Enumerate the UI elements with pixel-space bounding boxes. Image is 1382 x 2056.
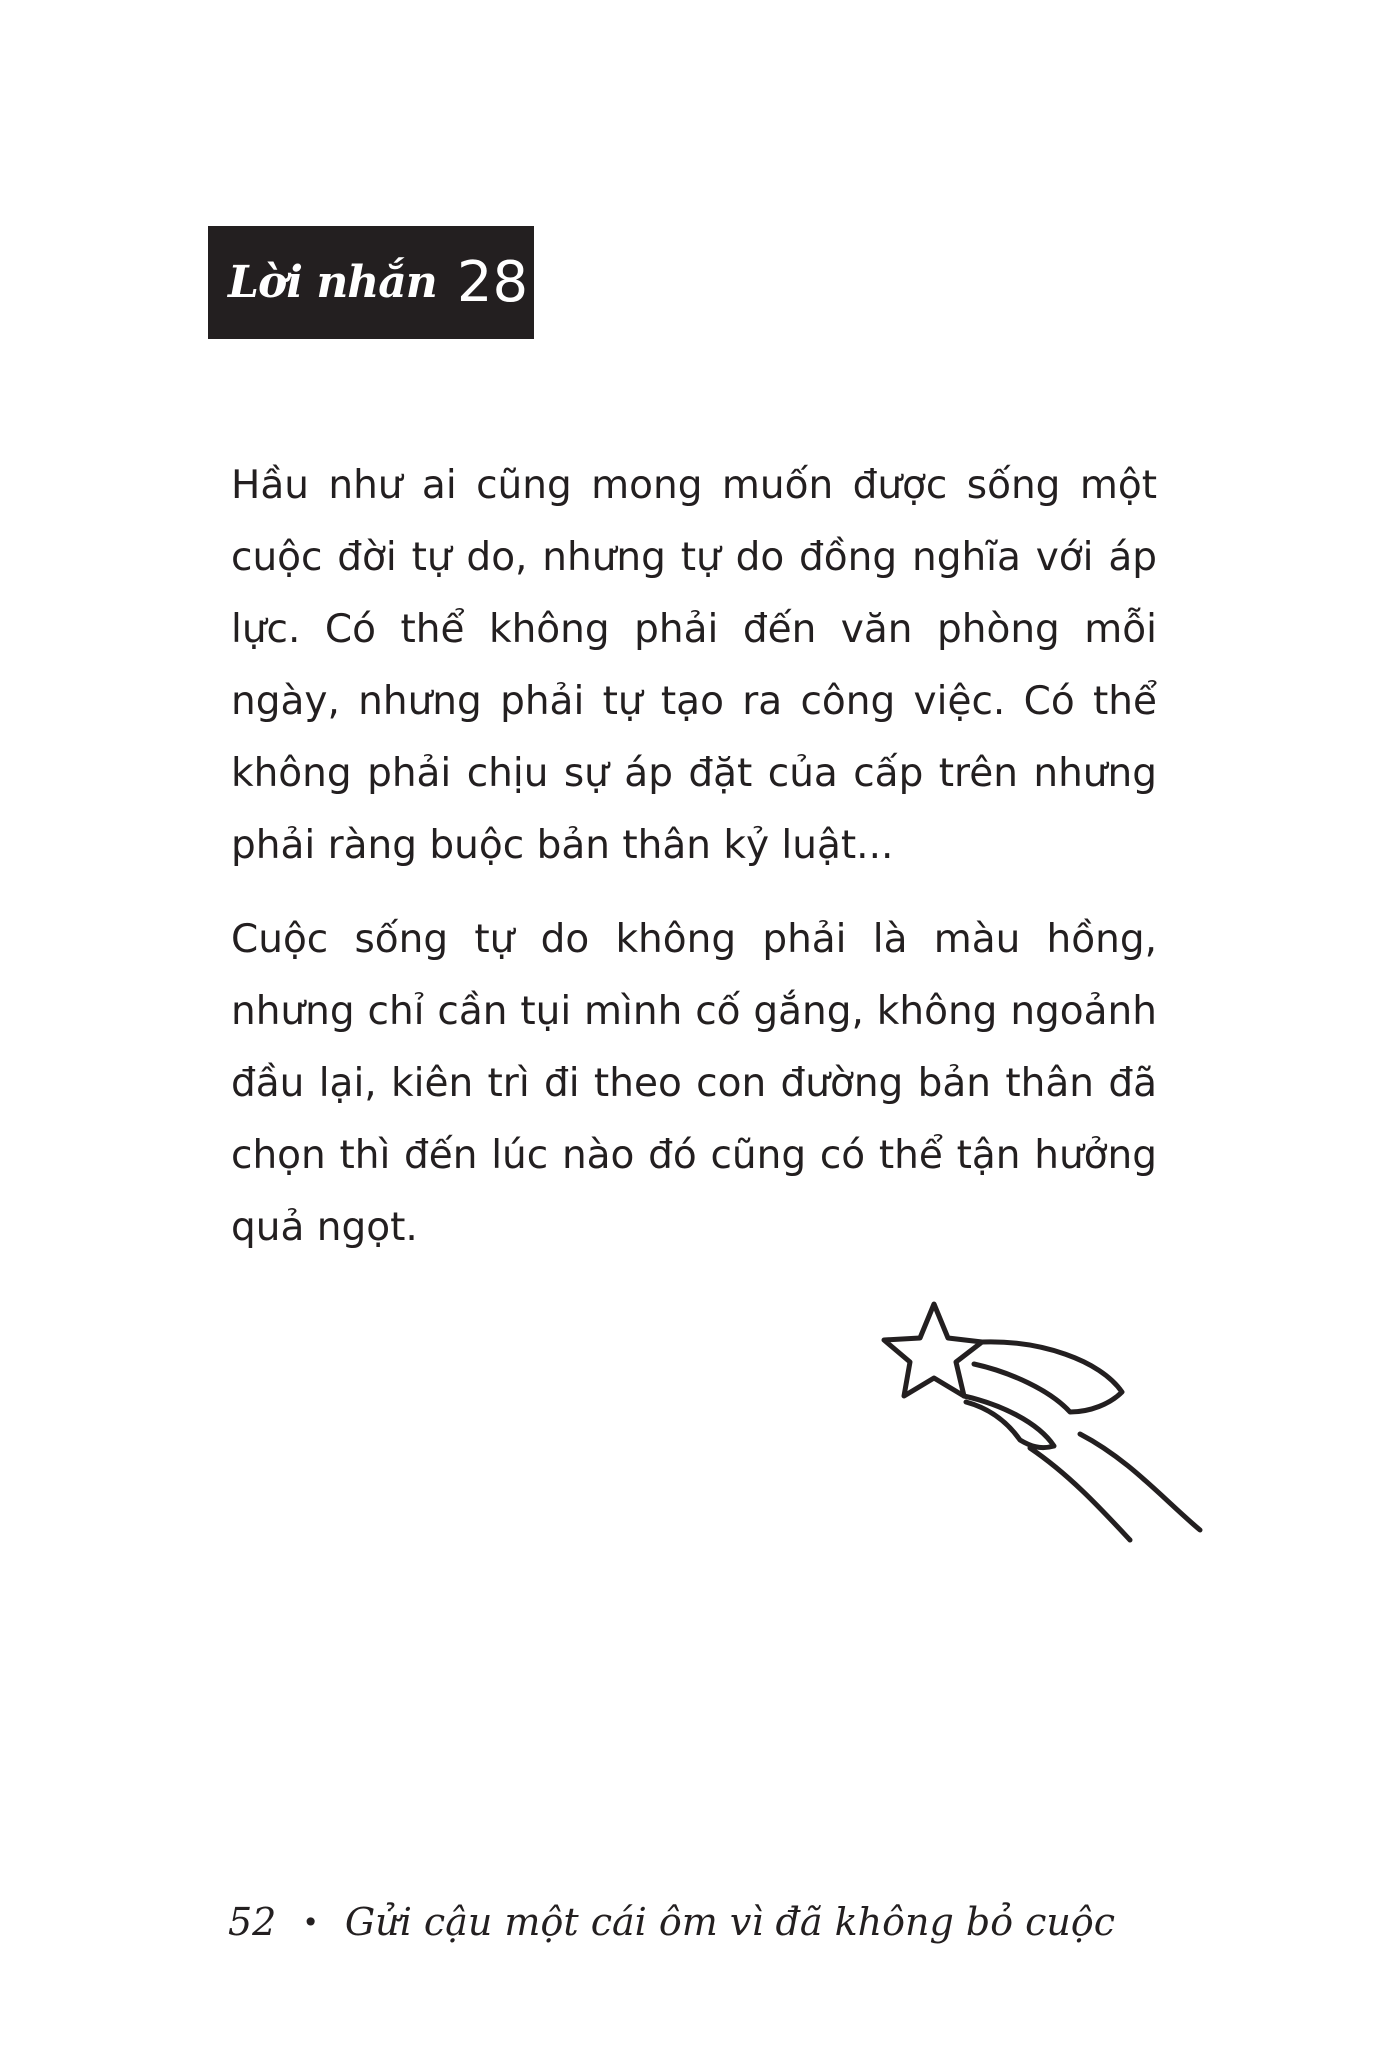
shooting-star-icon	[870, 1300, 1210, 1550]
heading-number: 28	[456, 250, 529, 315]
chapter-heading	[208, 226, 534, 339]
page-number: 52	[228, 1900, 277, 1944]
paragraph: Cuộc sống tự do không phải là màu hồng, nhưng chỉ cần tụi mình cố gắng, không ngoảnh đầu lại, kiên trì đi theo con đường bản thân đã chọn thì đến lúc nào đó cũng có thể tận hưởng quả ngọt.	[231, 917, 1157, 1250]
body-text	[231, 450, 1157, 1286]
book-title: Gửi cậu một cái ôm vì đã không bỏ cuộc	[344, 1900, 1116, 1944]
heading-label: Lời nhắn	[228, 257, 437, 308]
paragraph: Hầu như ai cũng mong muốn được sống một cuộc đời tự do, nhưng tự do đồng nghĩa với áp lực. Có thể không phải đến văn phòng mỗi ngày, nhưng phải tự tạo ra công việc. Có thể không phải chịu sự áp đặt của cấp trên nhưng phải ràng buộc bản thân kỷ luật...	[231, 463, 1157, 868]
page-footer	[228, 1900, 1115, 1944]
footer-separator: •	[302, 1905, 319, 1939]
